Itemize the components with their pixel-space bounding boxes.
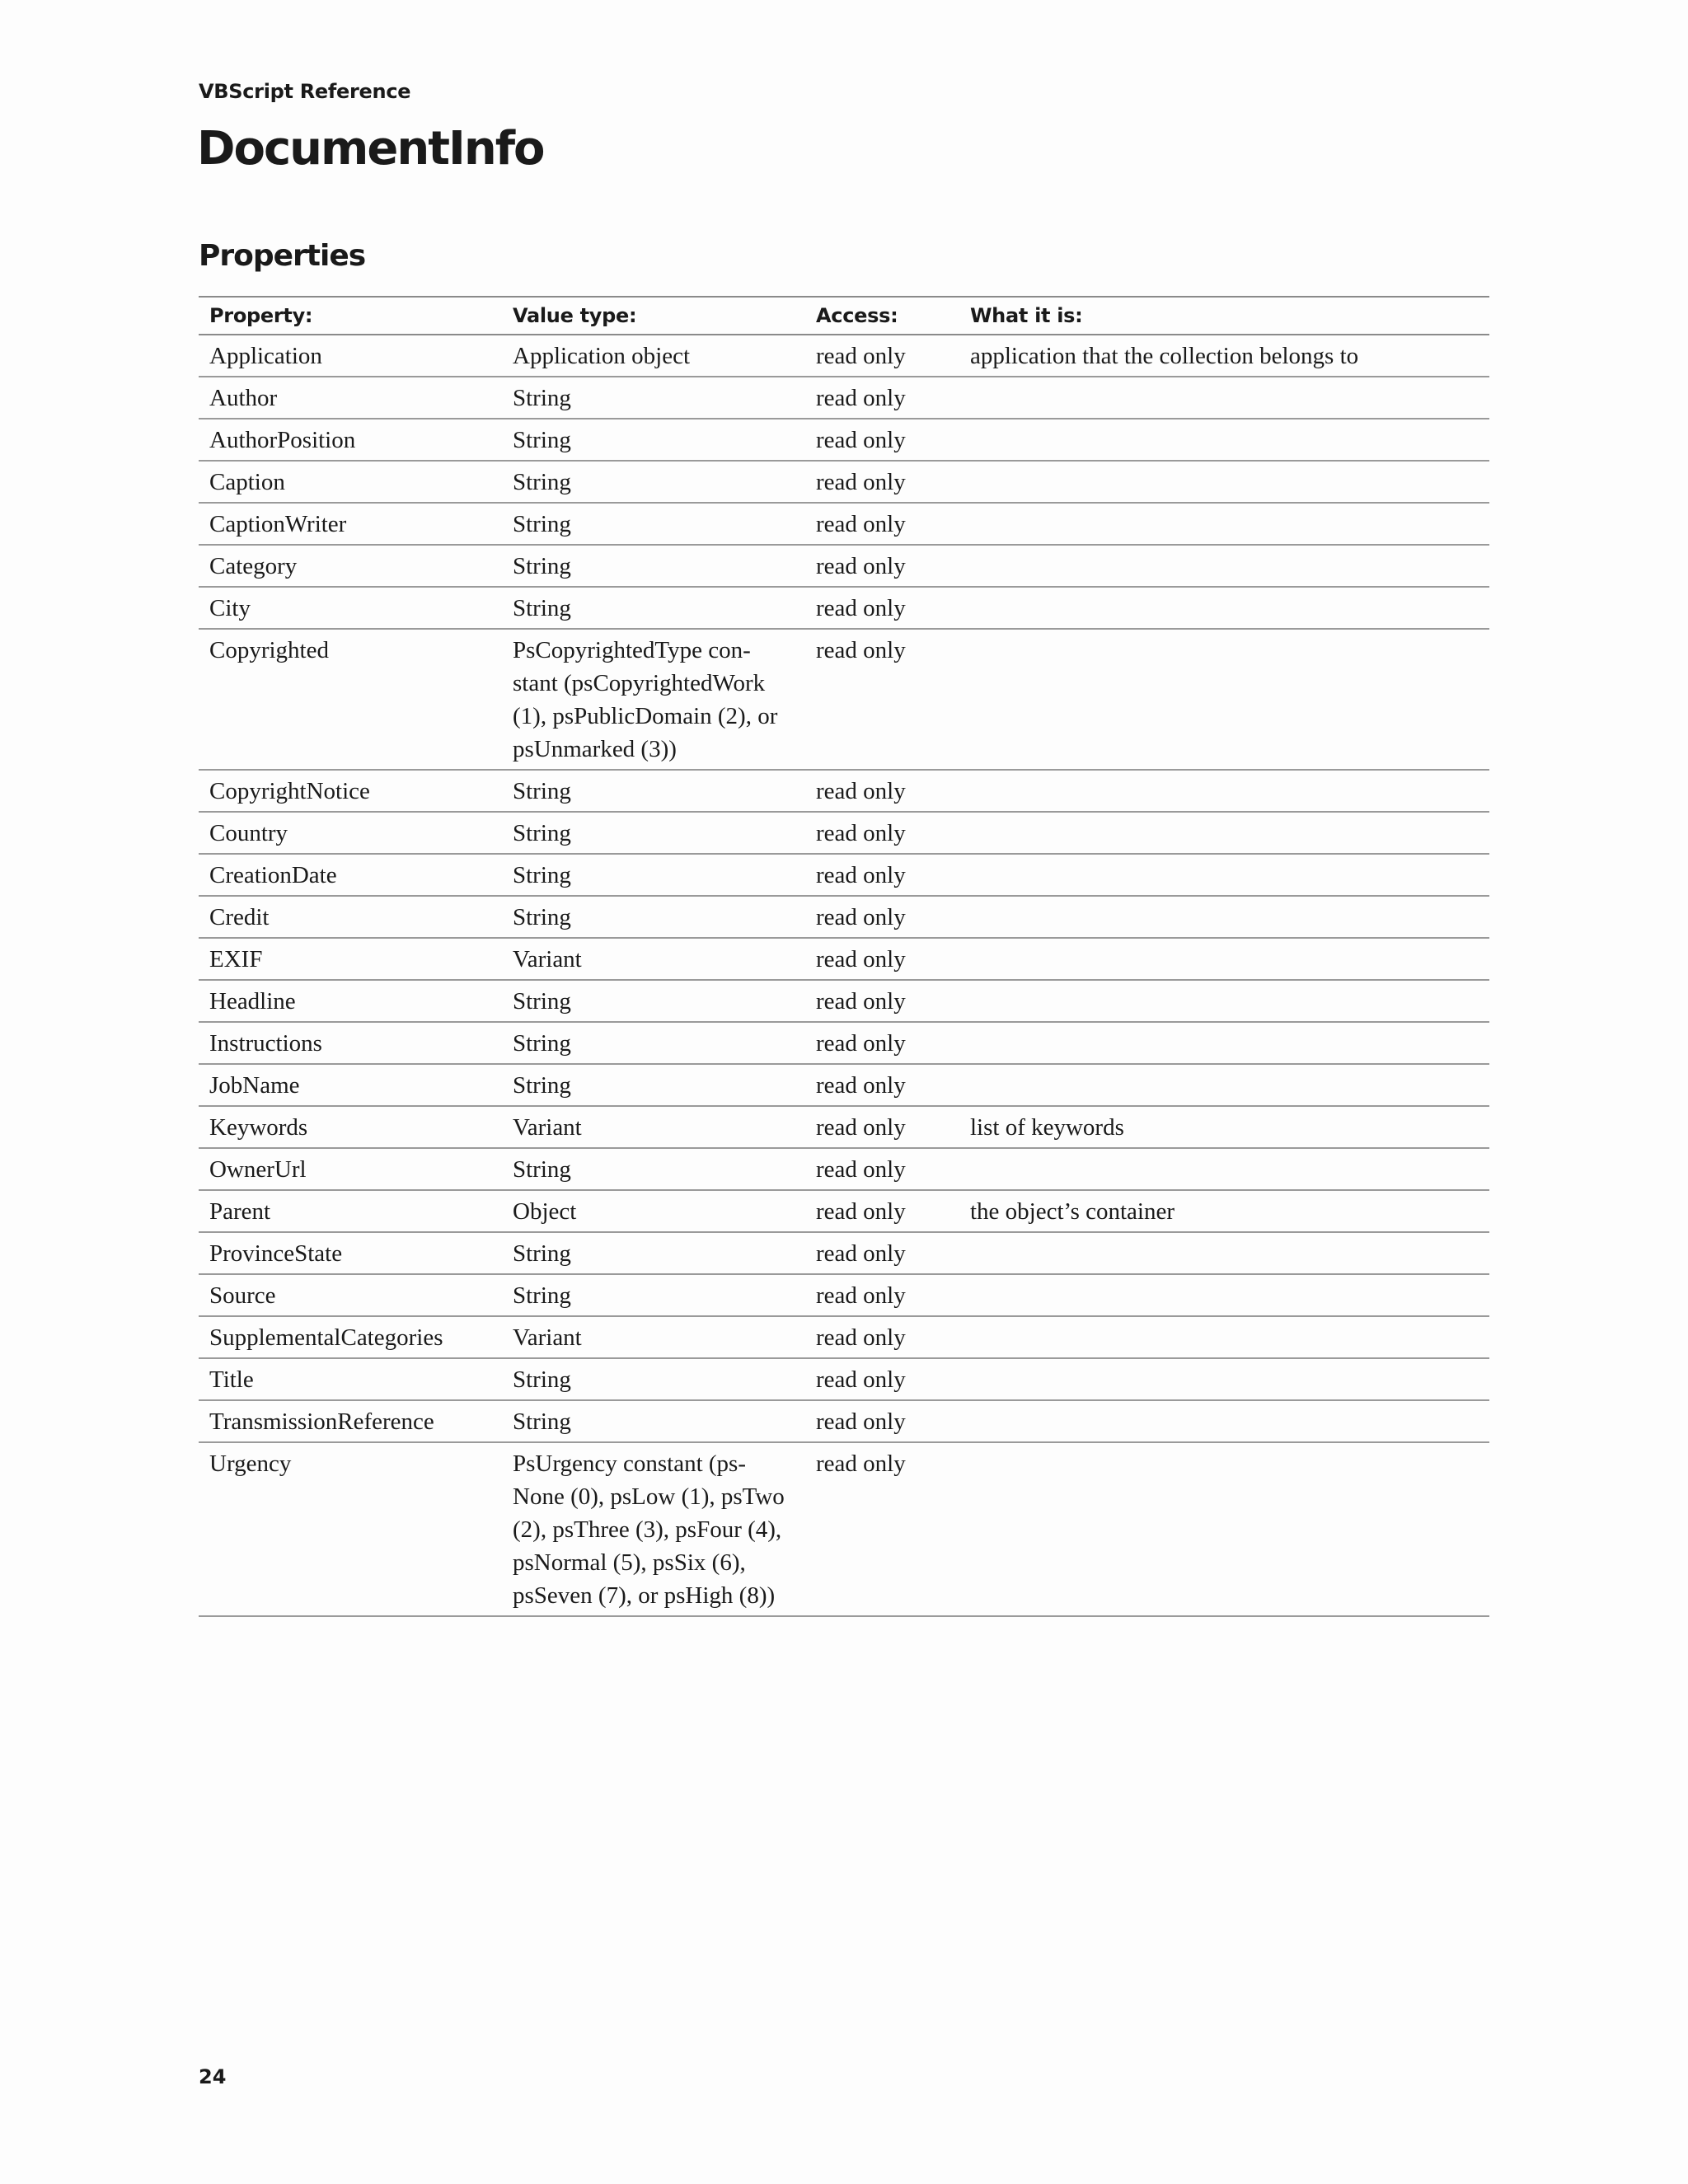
cell-value-type xyxy=(502,503,805,545)
table-row xyxy=(199,1148,1489,1190)
cell-value-type xyxy=(502,1442,805,1616)
table-row xyxy=(199,770,1489,812)
page-number: 24 xyxy=(199,2065,227,2088)
table-row xyxy=(199,896,1489,938)
value-type-line: String xyxy=(513,1240,571,1267)
table-row xyxy=(199,980,1489,1022)
cell-value-type xyxy=(502,629,805,770)
cell-access: read only xyxy=(816,1030,906,1057)
cell-description xyxy=(959,1232,1489,1274)
table-row xyxy=(199,1316,1489,1358)
cell-description xyxy=(959,896,1489,938)
cell-property: Application xyxy=(209,343,322,369)
cell-value-type xyxy=(502,1106,805,1148)
cell-property: SupplementalCategories xyxy=(209,1324,443,1351)
table-row xyxy=(199,503,1489,545)
cell-property: ProvinceState xyxy=(209,1240,343,1267)
cell-value-type xyxy=(502,1358,805,1400)
value-type-line: String xyxy=(513,778,571,804)
cell-description: list of keywords xyxy=(970,1114,1124,1141)
page-title: DocumentInfo xyxy=(197,122,544,176)
table-row xyxy=(199,1190,1489,1232)
cell-description xyxy=(959,1316,1489,1358)
cell-value-type xyxy=(502,419,805,461)
cell-description xyxy=(959,1064,1489,1106)
table-row xyxy=(199,812,1489,854)
cell-access: read only xyxy=(816,820,906,846)
table-header xyxy=(199,297,1489,335)
value-type-line: String xyxy=(513,1366,571,1393)
cell-description: application that the collection belongs to xyxy=(970,343,1359,369)
header-row xyxy=(199,297,1489,335)
cell-access: read only xyxy=(816,469,906,495)
table-row xyxy=(199,1106,1489,1148)
table-row xyxy=(199,1274,1489,1316)
cell-property: TransmissionReference xyxy=(209,1408,434,1435)
value-type-line: Variant xyxy=(513,1114,582,1141)
value-type-line: (2), psThree (3), psFour (4), xyxy=(513,1516,782,1543)
value-type-line: String xyxy=(513,595,571,621)
header-value-type: Value type: xyxy=(513,304,637,327)
cell-value-type xyxy=(502,587,805,629)
cell-value-type xyxy=(502,1022,805,1064)
value-type-line: Application object xyxy=(513,343,691,369)
cell-description: the object’s container xyxy=(970,1198,1175,1225)
value-type-line: String xyxy=(513,1030,571,1057)
cell-access: read only xyxy=(816,946,906,972)
value-type-line: String xyxy=(513,427,571,453)
table-row xyxy=(199,1022,1489,1064)
value-type-line: String xyxy=(513,988,571,1015)
table-row xyxy=(199,1442,1489,1616)
cell-property: CaptionWriter xyxy=(209,511,347,537)
value-type-line: (1), psPublicDomain (2), or xyxy=(513,703,778,729)
cell-access: read only xyxy=(816,778,906,804)
table-row xyxy=(199,1064,1489,1106)
cell-property: JobName xyxy=(209,1072,300,1099)
value-type-line: psUnmarked (3)) xyxy=(513,736,677,762)
cell-value-type xyxy=(502,1316,805,1358)
cell-access: read only xyxy=(816,1408,906,1435)
table-row xyxy=(199,629,1489,770)
table-row xyxy=(199,335,1489,377)
table-row xyxy=(199,1400,1489,1442)
value-type-line: stant (psCopyrightedWork xyxy=(513,670,766,696)
cell-value-type xyxy=(502,938,805,980)
cell-access: read only xyxy=(816,1072,906,1099)
value-type-line: Variant xyxy=(513,1324,582,1351)
cell-value-type xyxy=(502,335,805,377)
cell-access: read only xyxy=(816,988,906,1015)
value-type-line: Variant xyxy=(513,946,582,972)
cell-access: read only xyxy=(816,1240,906,1267)
value-type-line: PsCopyrightedType con- xyxy=(513,637,751,663)
cell-value-type xyxy=(502,1190,805,1232)
value-type-line: String xyxy=(513,469,571,495)
cell-property: Title xyxy=(209,1366,254,1393)
cell-description xyxy=(959,1274,1489,1316)
cell-access: read only xyxy=(816,637,906,663)
value-type-line: String xyxy=(513,553,571,579)
cell-access: read only xyxy=(816,511,906,537)
cell-description xyxy=(959,377,1489,419)
header-access: Access: xyxy=(816,304,898,327)
cell-property: Copyrighted xyxy=(209,637,329,663)
table-row xyxy=(199,938,1489,980)
cell-description xyxy=(959,587,1489,629)
cell-value-type xyxy=(502,1400,805,1442)
cell-property: Instructions xyxy=(209,1030,322,1057)
value-type-line: String xyxy=(513,1072,571,1099)
cell-property: City xyxy=(209,595,251,621)
value-type-line: String xyxy=(513,1408,571,1435)
header-description: What it is: xyxy=(970,304,1083,327)
value-type-line: String xyxy=(513,862,571,888)
cell-value-type xyxy=(502,1148,805,1190)
table-row xyxy=(199,1232,1489,1274)
cell-value-type xyxy=(502,770,805,812)
cell-property: Headline xyxy=(209,988,296,1015)
cell-property: Parent xyxy=(209,1198,271,1225)
table-row xyxy=(199,587,1489,629)
cell-property: EXIF xyxy=(209,946,263,972)
value-type-line: String xyxy=(513,1282,571,1309)
cell-value-type xyxy=(502,1064,805,1106)
cell-access: read only xyxy=(816,1282,906,1309)
table-row xyxy=(199,545,1489,587)
section-heading: Properties xyxy=(199,239,366,273)
cell-access: read only xyxy=(816,1324,906,1351)
value-type-line: String xyxy=(513,511,571,537)
cell-value-type xyxy=(502,980,805,1022)
cell-property: OwnerUrl xyxy=(209,1156,307,1183)
cell-value-type xyxy=(502,812,805,854)
cell-property: AuthorPosition xyxy=(209,427,356,453)
table-row xyxy=(199,461,1489,503)
cell-description xyxy=(959,1442,1489,1616)
cell-access: read only xyxy=(816,553,906,579)
table-row xyxy=(199,419,1489,461)
cell-description xyxy=(959,812,1489,854)
cell-access: read only xyxy=(816,1451,906,1477)
cell-property: Urgency xyxy=(209,1451,292,1477)
cell-property: Author xyxy=(209,385,278,411)
cell-value-type xyxy=(502,545,805,587)
properties-table xyxy=(199,296,1489,1617)
cell-description xyxy=(959,1022,1489,1064)
value-type-line: String xyxy=(513,1156,571,1183)
cell-property: CreationDate xyxy=(209,862,337,888)
cell-property: Category xyxy=(209,553,298,579)
cell-property: Keywords xyxy=(209,1114,308,1141)
cell-value-type xyxy=(502,461,805,503)
cell-description xyxy=(959,770,1489,812)
cell-access: read only xyxy=(816,904,906,930)
cell-property: Caption xyxy=(209,469,285,495)
cell-description xyxy=(959,854,1489,896)
cell-access: read only xyxy=(816,427,906,453)
cell-access: read only xyxy=(816,343,906,369)
table-row xyxy=(199,854,1489,896)
running-head: VBScript Reference xyxy=(199,80,411,103)
value-type-line: PsUrgency constant (ps- xyxy=(513,1451,746,1477)
table-row xyxy=(199,377,1489,419)
cell-description xyxy=(959,545,1489,587)
cell-property: Credit xyxy=(209,904,270,930)
cell-description xyxy=(959,461,1489,503)
cell-value-type xyxy=(502,896,805,938)
cell-description xyxy=(959,1148,1489,1190)
cell-access: read only xyxy=(816,862,906,888)
cell-value-type xyxy=(502,377,805,419)
value-type-line: String xyxy=(513,820,571,846)
cell-access: read only xyxy=(816,1198,906,1225)
cell-description xyxy=(959,938,1489,980)
cell-value-type xyxy=(502,1274,805,1316)
cell-description xyxy=(959,1358,1489,1400)
cell-description xyxy=(959,503,1489,545)
cell-property: Source xyxy=(209,1282,276,1309)
cell-description xyxy=(959,629,1489,770)
cell-value-type xyxy=(502,1232,805,1274)
cell-access: read only xyxy=(816,385,906,411)
value-type-line: psSeven (7), or psHigh (8)) xyxy=(513,1582,776,1609)
cell-value-type xyxy=(502,854,805,896)
cell-description xyxy=(959,1400,1489,1442)
cell-description xyxy=(959,980,1489,1022)
value-type-line: String xyxy=(513,385,571,411)
cell-access: read only xyxy=(816,1114,906,1141)
value-type-line: psNormal (5), psSix (6), xyxy=(513,1549,746,1576)
header-property: Property: xyxy=(209,304,313,327)
value-type-line: Object xyxy=(513,1198,577,1225)
table-body xyxy=(199,335,1489,1616)
cell-access: read only xyxy=(816,1366,906,1393)
cell-access: read only xyxy=(816,1156,906,1183)
cell-access: read only xyxy=(816,595,906,621)
table-row xyxy=(199,1358,1489,1400)
value-type-line: None (0), psLow (1), psTwo xyxy=(513,1483,785,1510)
cell-property: Country xyxy=(209,820,288,846)
cell-description xyxy=(959,419,1489,461)
value-type-line: String xyxy=(513,904,571,930)
cell-property: CopyrightNotice xyxy=(209,778,370,804)
